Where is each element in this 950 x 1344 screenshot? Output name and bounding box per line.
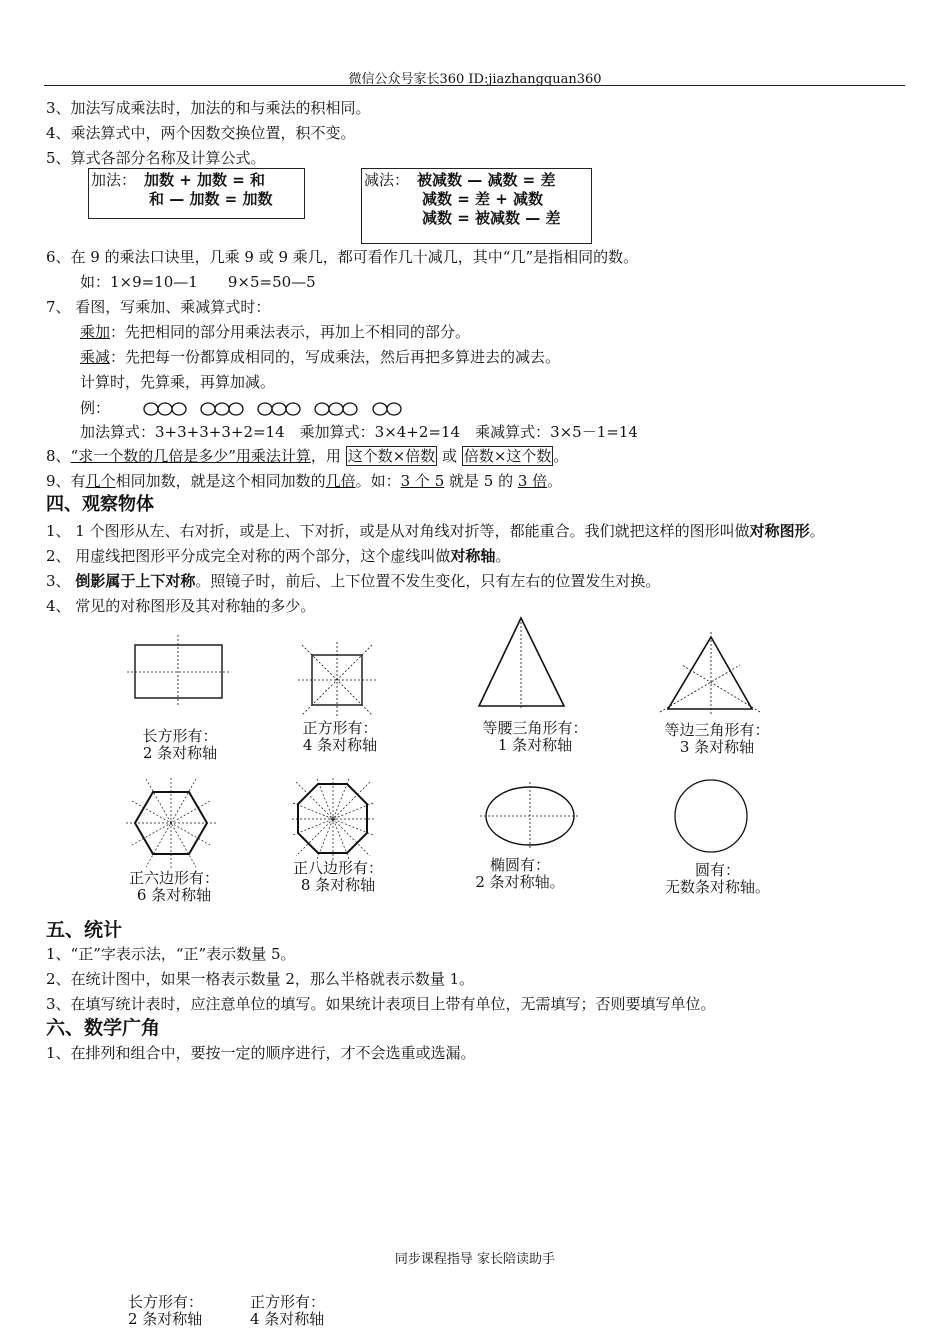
rule-9-c: 。如： [355,472,401,490]
rule-9-b: 相同加数，就是这个相同加数的 [115,472,326,490]
shape-caption-isosceles-triangle [470,720,600,754]
octagon-figure [292,778,374,860]
circle-groups-illustration [140,400,410,418]
shape-caption-rectangle [130,728,230,762]
rule-7: 7、 看图，写乘加、乘减算式时： [46,298,271,316]
hexagon-figure [124,775,218,869]
equilateral-triangle-figure [660,632,760,717]
bottom-rectangle-name: 长方形有： [128,1293,204,1311]
rule-6: 6、在 9 的乘法口诀里，几乘 9 或 9 乘几，都可看作几十减几，其中“几”是指相同的数。 [46,248,639,266]
section-5-point-3: 3、在填写统计表时，应注意单位的填写。如果统计表项目上带有单位，无需填写；否则要填写单位。 [46,995,716,1013]
rule-8 [46,446,568,466]
term-multiply-subtract: 乘减 [80,348,111,366]
rule-3: 3、加法写成乘法时，加法的和与乘法的积相同。 [46,99,371,117]
equilateral-name: 等边三角形有： [664,721,770,739]
hexagon-name: 正六边形有： [128,869,219,887]
addition-formula-2: 和 — 加数 = 加数 [149,190,273,208]
multiply-add-text: ：先把相同的部分用乘法表示，再加上不相同的部分。 [110,323,471,341]
shape-caption-square [290,720,390,754]
term-multiply-add: 乘加 [80,323,111,341]
rule-7-multiply-add [80,322,470,342]
s4p2-bold: 对称轴 [450,547,496,565]
rule-8-mid: ，用 [310,447,341,465]
rule-9-u1: 几个 [85,472,116,490]
octagon-axes: 8 条对称轴 [300,876,376,894]
isosceles-name: 等腰三角形有： [482,719,588,737]
s4p3-bold: 倒影属于上下对称 [75,572,196,590]
circle-name: 圆有： [694,861,740,879]
rule-7-order: 计算时，先算乘，再算加减。 [80,373,276,391]
section-5-title: 五、统计 [46,919,123,941]
bottom-caption-square [250,1294,350,1328]
rule-7-multiply-subtract [80,347,560,367]
shape-caption-equilateral-triangle [652,722,782,756]
subtraction-formula-2: 减数 = 差 + 减数 [422,190,544,208]
section-4-point-1 [46,521,825,541]
rule-9-a: 9、有 [46,472,86,490]
rule-8-underlined: “求一个数的几倍是多少”用乘法计算 [70,447,311,465]
multiply-subtract-text: ：先把每一份都算成相同的，写成乘法，然后再把多算进去的减去。 [110,348,561,366]
page-header: 微信公众号家长360 ID:jiazhangquan360 [348,72,602,87]
shape-caption-circle [655,862,780,896]
bottom-square-name: 正方形有： [250,1293,326,1311]
s4p1-text: 1、 1 个图形从左、右对折，或是上、下对折，或是从对角线对折等，都能重合。我们就把这样的图形叫做 [46,522,750,540]
rule-9-u4: 3 倍 [517,472,548,490]
section-6-title: 六、数学广角 [46,1017,161,1039]
bottom-rectangle-axes: 2 条对称轴 [128,1310,203,1328]
s4p2-end: 。 [495,547,511,565]
subtraction-formula-3: 减数 = 被减数 — 差 [422,209,561,227]
bottom-caption-rectangle [128,1294,228,1328]
section-4-point-2 [46,546,510,566]
ellipse-axes: 2 条对称轴。 [475,873,565,891]
shape-caption-octagon [282,860,394,894]
s4p2-text: 2、 用虚线把图形平分成完全对称的两个部分，这个虚线叫做 [46,547,451,565]
addition-formula-box [88,168,305,219]
octagon-name: 正八边形有： [292,859,383,877]
section-6-point-1: 1、在排列和组合中，要按一定的顺序进行，才不会选重或选漏。 [46,1044,476,1062]
s4p3-number: 3、 [46,572,76,590]
header-rule [44,85,905,86]
s4p3-text: 。照镜子时，前后、上下位置不发生变化，只有左右的位置发生对换。 [195,572,661,590]
section-5-point-2: 2、在统计图中，如果一格表示数量 2，那么半格就表示数量 1。 [46,970,475,988]
section-4-title: 四、观察物体 [46,494,154,515]
rule-9-d: 就是 5 的 [444,472,518,490]
s4p1-bold: 对称图形 [749,522,810,540]
rule-7-example-label: 例： [80,399,111,417]
rectangle-axes: 2 条对称轴 [142,744,218,762]
square-axes: 4 条对称轴 [302,736,378,754]
isosceles-axes: 1 条对称轴 [497,736,573,754]
rule-5: 5、算式各部分名称及计算公式。 [46,149,266,167]
square-name: 正方形有： [302,719,378,737]
ellipse-figure [480,780,580,850]
circle-figure [672,776,750,854]
bottom-square-axes: 4 条对称轴 [250,1310,325,1328]
rule-8-or: 或 [437,447,462,465]
rule-9-e: 。 [547,472,563,490]
rule-8-end: 。 [553,447,569,465]
rule-7-formulas: 加法算式：3+3+3+3+2=14 乘加算式：3×4+2=14 乘减算式：3×5－1=14 [80,423,638,441]
rule-8-box-1: 这个数×倍数 [347,447,436,465]
isosceles-triangle-figure [472,612,572,712]
rectangle-name: 长方形有： [142,727,218,745]
section-5-point-1: 1、“正”字表示法，“正”表示数量 5。 [46,945,296,963]
rule-8-number: 8、 [46,447,71,465]
rectangle-figure [125,645,235,700]
circle-axes: 无数条对称轴。 [664,878,770,896]
ellipse-name: 椭圆有： [489,856,550,874]
shape-caption-hexagon [118,870,230,904]
subtraction-label: 减法： [364,171,410,189]
page-footer: 同步课程指导 家长陪读助手 [394,1252,556,1267]
shape-caption-ellipse [470,857,570,891]
s4p1-end: 。 [809,522,825,540]
addition-label: 加法： [91,171,137,189]
square-figure [296,642,376,722]
rule-9-u2: 几倍 [325,472,356,490]
hexagon-axes: 6 条对称轴 [136,886,212,904]
addition-formula-1: 加数 + 加数 = 和 [144,171,266,189]
rule-9-u3: 3 个 5 [400,472,445,490]
rule-6-example: 如：1×9=10—1 9×5=50—5 [80,273,316,291]
section-4-point-3 [46,571,660,591]
rule-8-box-2: 倍数×这个数 [463,447,552,465]
rule-9 [46,471,562,491]
section-4-point-4: 4、 常见的对称图形及其对称轴的多少。 [46,597,316,615]
subtraction-formula-1: 被减数 — 减数 = 差 [417,171,556,189]
subtraction-formula-box [361,168,592,244]
equilateral-axes: 3 条对称轴 [679,738,755,756]
rule-4: 4、乘法算式中，两个因数交换位置，积不变。 [46,124,356,142]
